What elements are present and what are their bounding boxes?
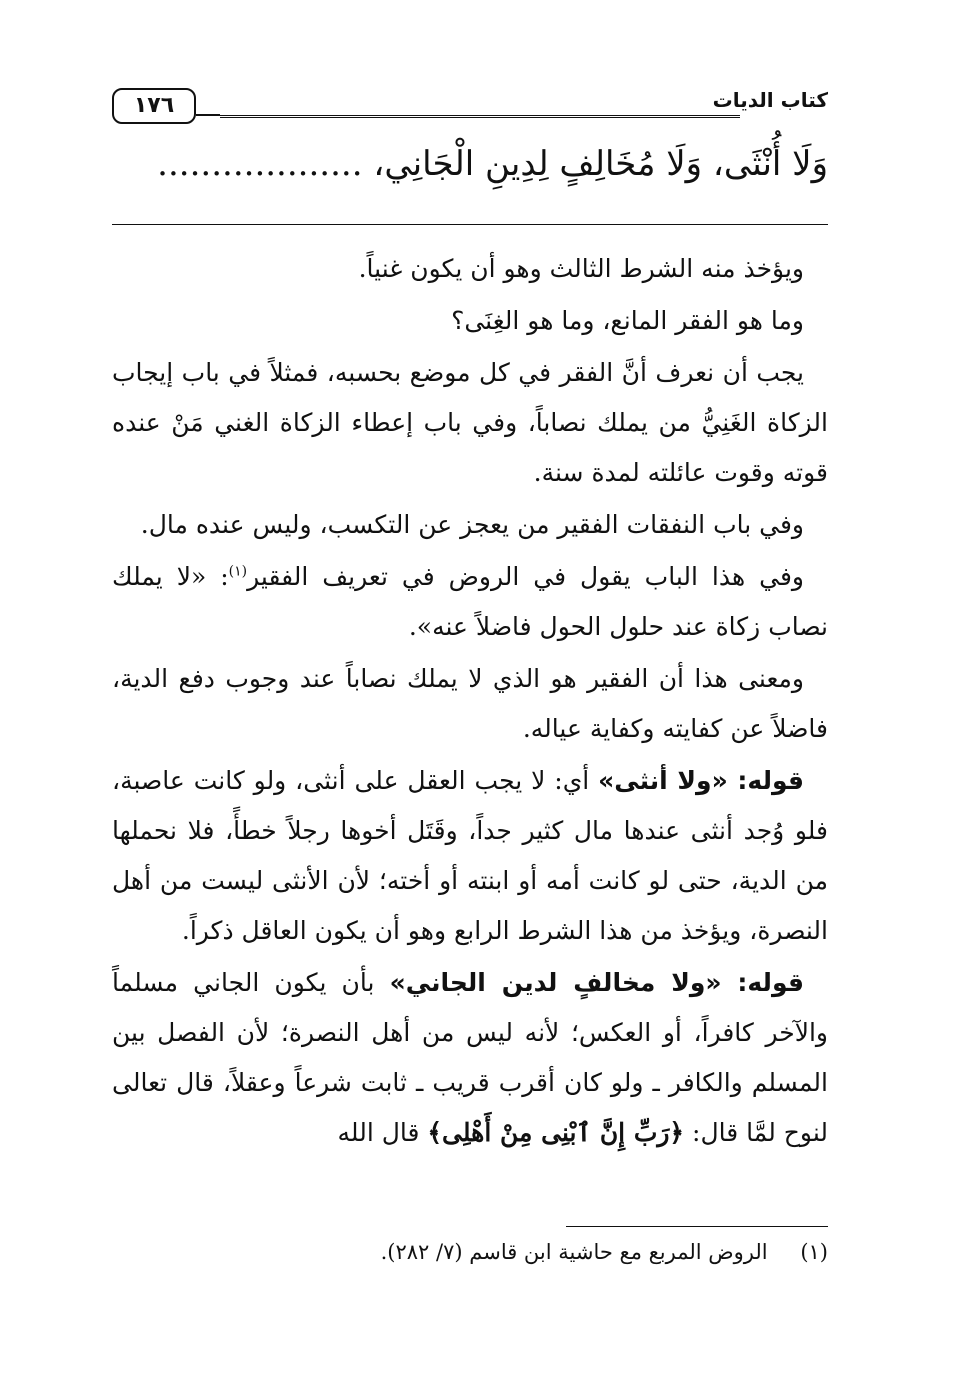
- quran-verse: ﴿رَبِّ إِنَّ ٱبْنِى مِنْ أَهْلِى﴾: [427, 1118, 685, 1147]
- matn-line: [112, 136, 828, 192]
- paragraph-text: أي: لا يجب العقل على أنثى، ولو كانت عاصبة، فلو وُجد أنثى عندها مال كثير جداً، وقَتَل أخوها رجلاً خطأً، فلا نحملها من الدية، حتى لو كانت أمه أو ابنته أو أخته؛ لأن الأنثى ليست من أهل النصرة، ويؤخذ من هذا الشرط الرابع وهو أن يكون العاقل ذكراً.: [112, 766, 828, 945]
- paragraph-text: وفي هذا الباب يقول في الروض في تعريف الفقير: [247, 562, 804, 591]
- paragraph: [112, 552, 828, 652]
- header-rule-connector: [196, 114, 220, 116]
- paragraph-text: قال الله: [337, 1118, 428, 1147]
- footnote: [112, 1236, 828, 1268]
- book-title: كتاب الديات: [712, 88, 828, 112]
- paragraph: وما هو الفقر المانع، وما هو الغِنَى؟: [451, 306, 804, 335]
- matn-text: وَلَا أُنْثَى، وَلَا مُخَالِفٍ لِدِينِ الْجَانِي،: [373, 144, 828, 184]
- paragraph: [112, 756, 828, 956]
- page-number: ١٧٦: [112, 88, 196, 124]
- commentary-body: [112, 244, 828, 1158]
- paragraph-text: بأن يكون الجاني مسلماً والآخر كافراً، أو العكس؛ لأنه ليس من أهل النصرة؛ لأن الفصل بين المسلم والكافر ـ ولو كان أقرب قريب ـ ثابت شرعاً وعقلاً، قال تعالى لنوح لمَّا قال:: [112, 968, 828, 1147]
- matn-divider: [112, 224, 828, 225]
- footnote-text: الروض المربع مع حاشية ابن قاسم (٧/ ٢٨٢).: [380, 1240, 768, 1264]
- paragraph: [112, 958, 828, 1158]
- paragraph: ومعنى هذا أن الفقير هو الذي لا يملك نصاباً عند وجوب دفع الدية، فاضلاً عن كفايته وكفاية عياله.: [112, 664, 828, 743]
- matn-dots: ...................: [157, 144, 363, 184]
- paragraph-text: : «لا يملك نصاب زكاة عند حلول الحول فاضلاً عنه».: [112, 562, 828, 641]
- footnote-number: (١): [800, 1240, 828, 1264]
- paragraph: ويؤخذ منه الشرط الثالث وهو أن يكون غنياً.: [358, 254, 804, 283]
- running-header: [112, 84, 828, 128]
- quoted-matn: قوله: «ولا مخالفٍ لدين الجاني»: [389, 968, 804, 997]
- paragraph: يجب أن نعرف أنَّ الفقر في كل موضع بحسبه، فمثلاً في باب إيجاب الزكاة الغَنِيُّ من يملك نصاباً، وفي باب إعطاء الزكاة الغني مَنْ عنده قوته وقوت عائلته لمدة سنة.: [112, 358, 828, 487]
- header-rule: [220, 115, 740, 121]
- footnote-ref: (١): [228, 563, 248, 580]
- paragraph: وفي باب النفقات الفقير من يعجز عن التكسب، وليس عنده مال.: [140, 510, 804, 539]
- footnote-divider: [566, 1226, 828, 1227]
- quoted-matn: قوله: «ولا أنثى»: [598, 766, 804, 795]
